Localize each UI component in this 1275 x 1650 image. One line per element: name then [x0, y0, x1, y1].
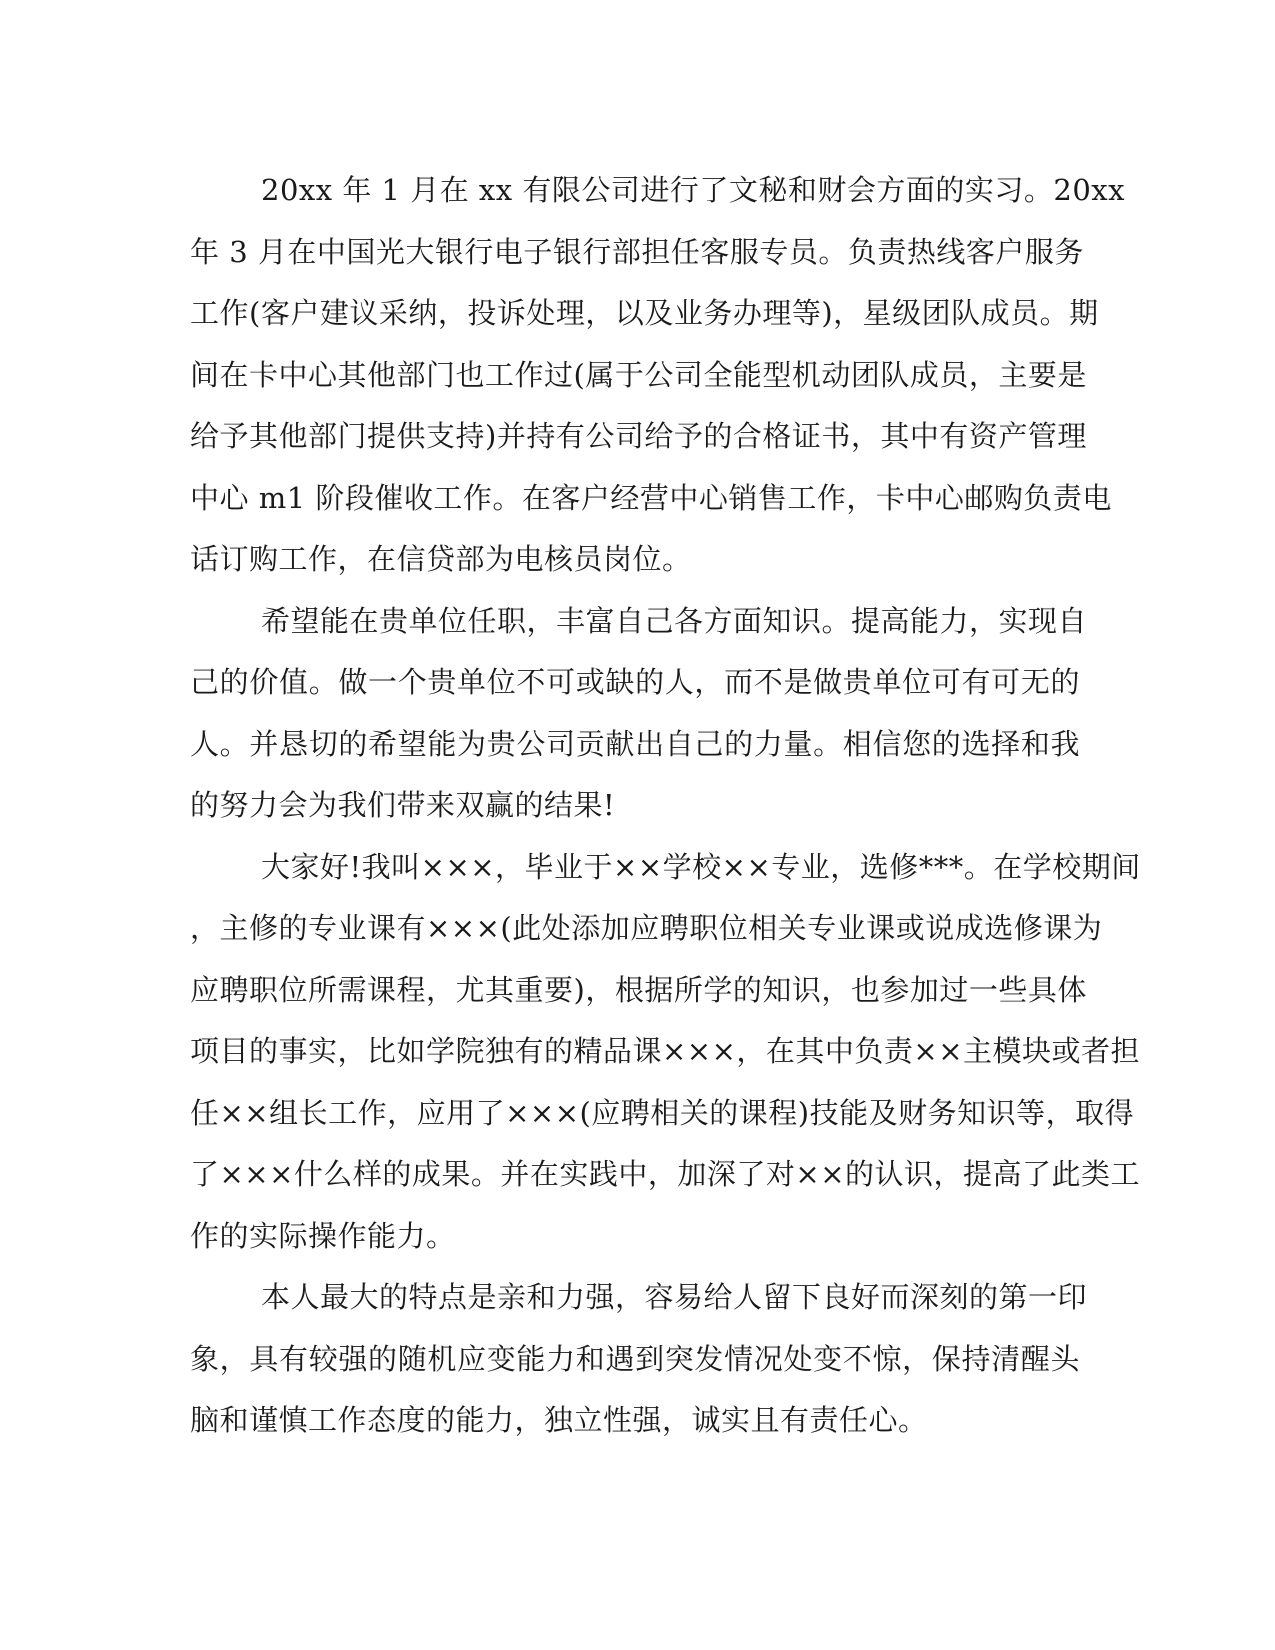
text-line: 象，具有较强的随机应变能力和遇到突发情况处变不惊，保持清醒头: [190, 1341, 1080, 1376]
text-line: 年 3 月在中国光大银行电子银行部担任客服专员。负责热线客户服务: [190, 234, 1084, 269]
text-line: 中心 m1 阶段催收工作。在客户经营中心销售工作，卡中心邮购负责电: [190, 480, 1112, 515]
text-line: 话订购工作，在信贷部为电核员岗位。: [190, 542, 692, 576]
text-line: 任××组长工作，应用了×××(应聘相关的课程)技能及财务知识等，取得: [190, 1095, 1135, 1130]
text-line: 本人最大的特点是亲和力强，容易给人留下良好而深刻的第一印: [261, 1280, 1088, 1314]
text-line: 了×××什么样的成果。并在实践中，加深了对××的认识，提高了此类工: [190, 1157, 1140, 1191]
text-line: 作的实际操作能力。: [190, 1218, 456, 1253]
paragraph-hope: [190, 591, 1088, 837]
text-line: 20xx 年 1 月在 xx 有限公司进行了文秘和财会方面的实习。20xx: [261, 173, 1125, 207]
text-line: 希望能在贵单位任职，丰富自己各方面知识。提高能力，实现自: [261, 603, 1088, 638]
text-line: 脑和谨慎工作态度的能力，独立性强，诚实且有责任心。: [190, 1403, 928, 1437]
text-line: 大家好!我叫×××，毕业于××学校××专业，选修***。在学校期间: [261, 849, 1141, 884]
text-line: 给予其他部门提供支持)并持有公司给予的合格证书，其中有资产管理: [190, 419, 1087, 453]
text-line: 人。并恳切的希望能为贵公司贡献出自己的力量。相信您的选择和我: [190, 726, 1080, 761]
paragraph-internship-experience: [190, 160, 1125, 591]
text-line: 应聘职位所需课程，尤其重要)，根据所学的知识，也参加过一些具体: [190, 972, 1087, 1007]
document-body: [190, 160, 1141, 1452]
text-line: 项目的事实，比如学院独有的精品课×××，在其中负责××主模块或者担: [190, 1034, 1140, 1068]
paragraph-personal-traits: [190, 1267, 1088, 1452]
text-line: 工作(客户建议采纳，投诉处理，以及业务办理等)，星级团队成员。期: [190, 296, 1099, 330]
text-line: 的努力会为我们带来双赢的结果!: [190, 788, 616, 822]
text-line: 间在卡中心其他部门也工作过(属于公司全能型机动团队成员，主要是: [190, 357, 1087, 392]
paragraph-self-introduction: [190, 837, 1141, 1268]
text-line: ，主修的专业课有×××(此处添加应聘职位相关专业课或说成选修课为: [190, 911, 1103, 945]
text-line: 己的价值。做一个贵单位不可或缺的人，而不是做贵单位可有可无的: [190, 665, 1080, 699]
